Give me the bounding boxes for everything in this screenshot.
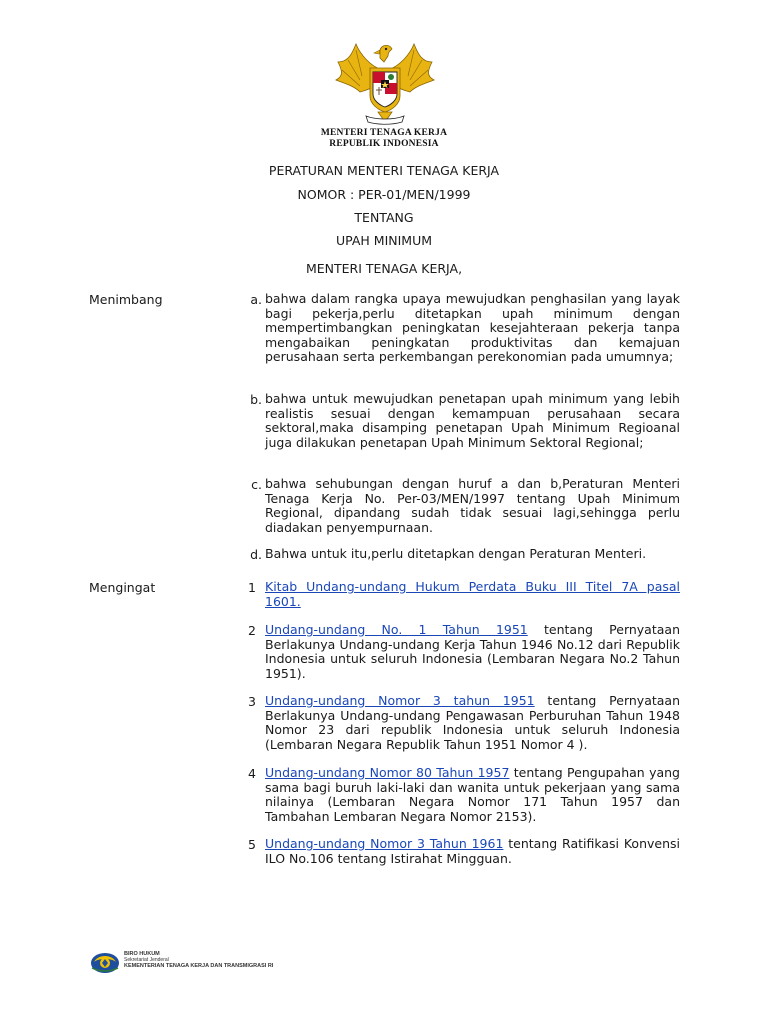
item-text bbox=[265, 623, 680, 681]
item-number: 4 bbox=[248, 766, 256, 781]
item-number: 1 bbox=[248, 580, 256, 595]
footer-secretariat: Sekretariat Jenderal bbox=[124, 957, 169, 963]
mengingat-item bbox=[236, 766, 680, 824]
law-reference-link[interactable]: Undang-undang Nomor 3 Tahun 1961 bbox=[265, 836, 504, 851]
mengingat-item bbox=[236, 694, 680, 752]
document-subject: UPAH MINIMUM bbox=[335, 233, 433, 248]
menimbang-item bbox=[236, 292, 680, 365]
item-text bbox=[265, 766, 680, 824]
mengingat-item bbox=[236, 837, 680, 866]
law-reference-link[interactable]: Undang-undang Nomor 3 tahun 1951 bbox=[265, 693, 535, 708]
mengingat-item bbox=[236, 623, 680, 681]
law-reference-link[interactable]: Undang-undang Nomor 80 Tahun 1957 bbox=[265, 765, 510, 780]
mengingat-label: Mengingat bbox=[89, 580, 156, 595]
item-rest-text: tentang Ratifikasi Konvensi ILO No.106 tentang Istirahat Mingguan. bbox=[265, 836, 680, 866]
item-marker: c. bbox=[251, 477, 262, 492]
item-marker: a. bbox=[250, 292, 262, 307]
document-about: TENTANG bbox=[354, 210, 414, 225]
item-text: bahwa sehubungan dengan huruf a dan b,Peraturan Menteri Tenaga Kerja No. Per-03/MEN/1997 tentang Upah Minimum Regional, dipandang sudah tidak sesuai lagi,sehingga perlu diadakan penyempurnaan. bbox=[265, 476, 680, 535]
item-text bbox=[265, 580, 680, 609]
ministry-logo-icon bbox=[90, 948, 120, 974]
item-text: bahwa dalam rangka upaya mewujudkan penghasilan yang layak bagi pekerja,perlu ditetapkan upah minimum dengan mempertimbangkan peningkatan kesejahteraan pekerja tanpa mengabaikan peningkatan produktivitas dan kemajuan perusahaan serta perkembangan perekonomian pada umumnya; bbox=[265, 291, 680, 364]
item-text: bahwa untuk mewujudkan penetapan upah minimum yang lebih realistis sesuai dengan kemampuan perusahaan secara sektoral,maka disamping penetapan Upah Minimum Regioanal juga dilakukan penetapan Upah Minimum Sektoral Regional; bbox=[265, 391, 680, 450]
item-text bbox=[265, 694, 680, 752]
document-title: PERATURAN MENTERI TENAGA KERJA bbox=[268, 163, 500, 178]
item-rest-text: tentang Pengupahan yang sama bagi buruh laki-laki dan wanita untuk pekerjaan yang sama nilainya (Lembaran Negara Nomor 171 Tahun 1957 dan Tambahan Lembaran Negara Nomor 2153). bbox=[265, 765, 680, 824]
menimbang-item bbox=[236, 477, 680, 535]
garuda-emblem bbox=[330, 40, 440, 126]
item-number: 5 bbox=[248, 837, 256, 852]
ministry-title-line1: MENTERI TENAGA KERJA bbox=[320, 128, 448, 138]
mengingat-item bbox=[236, 580, 680, 609]
item-text bbox=[265, 837, 680, 866]
law-reference-link[interactable]: Kitab Undang-undang Hukum Perdata Buku III Titel 7A pasal 1601. bbox=[265, 579, 680, 609]
item-text: Bahwa untuk itu,perlu ditetapkan dengan Peraturan Menteri. bbox=[265, 546, 647, 561]
document-authority: MENTERI TENAGA KERJA, bbox=[305, 261, 463, 276]
document-number: NOMOR : PER-01/MEN/1999 bbox=[297, 187, 471, 202]
item-marker: d. bbox=[250, 547, 262, 562]
menimbang-label: Menimbang bbox=[89, 292, 163, 307]
item-rest-text: tentang Pernyataan Berlakunya Undang-undang Kerja Tahun 1946 No.12 dari Republik Indonesia untuk seluruh Indonesia (Lembaran Negara No.2 Tahun 1951). bbox=[265, 622, 680, 681]
footer-ministry: KEMENTERIAN TENAGA KERJA DAN TRANSMIGRASI RI bbox=[124, 963, 274, 969]
item-marker: b. bbox=[250, 392, 262, 407]
menimbang-item bbox=[236, 547, 680, 562]
item-number: 2 bbox=[248, 623, 256, 638]
footer-bureau: BIRO HUKUM bbox=[124, 951, 160, 957]
item-number: 3 bbox=[248, 694, 256, 709]
item-rest-text: tentang Pernyataan Berlakunya Undang-undang Pengawasan Perburuhan Tahun 1948 Nomor 23 dari republik Indonesia untuk seluruh Indonesia (Lembaran Negara Republik Tahun 1951 Nomor 4 ). bbox=[265, 693, 680, 752]
law-reference-link[interactable]: Undang-undang No. 1 Tahun 1951 bbox=[265, 622, 528, 637]
menimbang-item bbox=[236, 392, 680, 450]
ministry-title-line2: REPUBLIK INDONESIA bbox=[329, 139, 439, 149]
